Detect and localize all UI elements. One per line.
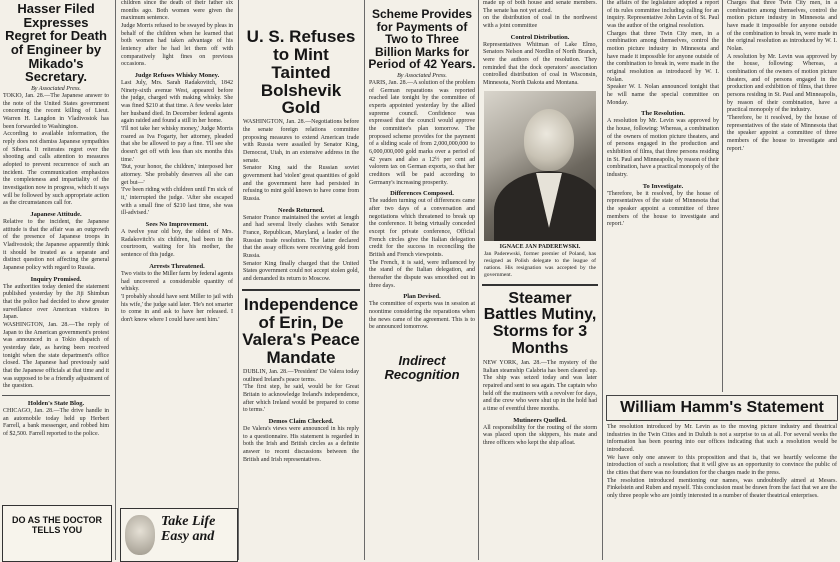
hamm-sub1: Judge Refuses Whisky Money. — [134, 72, 220, 80]
byline-germany: By Associated Press. — [397, 72, 447, 79]
ad-take-life-easy — [120, 508, 238, 562]
legislature-p3: Speaker W. I. Nolan announced tonight that he will name the special committee on Monday. — [607, 84, 719, 106]
hamm-p1: children since the death of their father six months ago. Both women were given the maximum sentence. — [121, 0, 233, 22]
headline-bolshevik: U. S. Refuses to Mint Tainted Bolshevik Gold — [246, 27, 356, 118]
column-rule — [115, 0, 116, 560]
devalera-sub1: Demos Claim Checked. — [268, 418, 334, 426]
steamer-p3: All responsibility for the routing of the storm was placed upon the skippers, his mate and three officers who kept the ship afloat. — [483, 424, 597, 446]
paderewski-capbody: Jan Paderewski, former premier of Poland, has resigned as Polish delegate to the league of nations. His resignation was accepted by the government. — [484, 250, 596, 278]
devalera-p1: DUBLIN, Jan. 28.—'President' De Valera today outlined Ireland's peace terms. — [243, 369, 359, 383]
headline-germany: Scheme Provides for Payments of Two to Three Billion Marks for Period of 42 Years. — [368, 7, 476, 72]
headline-hamm-statement: William Hamm's Statement — [606, 395, 838, 421]
japan-p4: The authorities today denied the statement published yesterday by the Jiji Shimbun that the police had decided to show greater surveillance over American visitors in Japan. — [3, 283, 109, 321]
legislature-p4-cont: A resolution by Mr. Levin was approved by the house, following: Whereas, a combination of the owners of motion picture theaters, and of persons engaged in the production and exhibition of films, that three persons residing in St. Paul and Minneapolis, by reason of their combination, have a practical monopoly of the industry. — [727, 53, 837, 114]
photo-head — [524, 109, 574, 171]
hamm-p3: Last July, Mrs. Sarah Radakovitch, 1842 Ninety-sixth avenue West, appeared before the judge, charged with making whisky. She was fined $210 at that time. A few weeks later her husband died. In December federal agents again raided and found a still in her home. — [121, 80, 233, 125]
headline-devalera: Independence of Erin, De Valera's Peace Mandate — [242, 294, 360, 368]
bolshevik-p3: Senator France maintained the soviet at length and had several lively clashes with Senator France, Republican, Maryland, a leader of the Russian trade resolution. The latter declared that the assay offices were receiving gold from Russia. — [243, 214, 359, 259]
hamm-p8: Two visits to the Miller farm by federal agents had uncovered a considerable quantity of whisky. — [121, 270, 233, 293]
paderewski-sub1: Control Distribution. — [510, 33, 570, 41]
steamer-sub2: Mutineers Quelled. — [513, 416, 567, 424]
hamm-p9: 'I probably should have sent Miller to jail with his wife,' the judge said later. 'He's not smarter to come in and ask to have her released. I don't know where I could have sent him.' — [121, 293, 233, 323]
hamm-sub3: Arrests Threatened. — [149, 262, 205, 270]
legislature-p1: the affairs of the legislature adopted a report of its rules committee including calling for an inquiry. Representative John Levin of St. Paul was the author of the original resolution. — [607, 0, 719, 30]
ad-take-life-text: Take Life Easy and — [161, 514, 216, 544]
ad-illustration — [125, 515, 155, 555]
paderewski-p1: Representatives Whitman of Lake Elmo, Senators Nelson and Nordlin of North Branch, were the authors of the resolution. They reminded that the dock operators' association controlled distribution of coal in Wisconsin, Minnesota, North Dakota and Montana. — [483, 41, 597, 87]
column-rule — [478, 0, 479, 560]
hamm-statement-box — [604, 392, 840, 560]
headline-indirect: Indirect Recognition — [384, 353, 460, 382]
legislature-p4: A resolution by Mr. Levin was approved by the house, following: Whereas, a combination of the owners of motion picture theaters, and of persons engaged in the production and exhibition of films, that three persons residing in St. Paul and Minneapolis, by reason of their combination, have a practical monopoly of the industry. — [607, 118, 719, 179]
legislature-p5-cont: 'Therefore, be it resolved, by the house of representatives of the state of Minnesota that the speaker appoint a committee of three members of the house to investigate and report.' — [727, 115, 837, 152]
bolshevik-sub1: Needs Returned. — [277, 206, 325, 214]
divider — [242, 289, 360, 291]
devalera-p2: 'The first step, he said, would be for Great Britain to acknowledge Ireland's independence, after which Ireland would be prepared to come to terms.' — [243, 384, 359, 414]
ad-doctor — [2, 505, 112, 562]
germany-p1: PARIS, Jan. 28.—A solution of the problem of German reparations was reported reached late tonight by the committee of experts appointed yesterday by the allied supreme council. Confidence was expressed that the council would approve the committee's plan tomorrow. The proposed scheme provides for the payment of a sliding scale of from 2,000,000,000 to 6,000,000,000 gold marks over a period of 42 years and also a 12½ per cent ad valorem tax on German exports, so that her creditors will be paid according to Germany's increasing prosperity. — [369, 79, 475, 186]
legislature-p5: 'Therefore, be it resolved, by the house of representatives of the state of Minnesota that the speaker appoint a committee of three members of the house to investigate and report.' — [607, 190, 719, 228]
japan-p3: Relative to the incident, the Japanese attitude is that the affair was an outgrowth of the presence of Japanese troops in Vladivostok; the Japanese apparently think it should be treated as a separate and distinct question not affecting the general Japanese policy with regard to Russia. — [3, 218, 109, 271]
column-rule — [364, 0, 365, 560]
germany-sub1: Differences Composed. — [390, 190, 454, 198]
steamer-p2: NEW YORK, Jan. 28.—The mystery of the Italian steamship Calabria has been cleared up. The ship was seized today and was later repaired and sent to sea again. The captain who held off the mutineers with a revolver for days, and the crew who were shut up in the hold had a time of eventful three months. — [483, 359, 597, 412]
japan-sub3: Holden's State Blog. — [27, 400, 85, 408]
column-japan-note — [0, 0, 112, 560]
germany-p2: The sudden turning out of differences came after two days of a conversation and negotiations which threatened to break up the conference. It being virtually conceded except for private conference, Official French circles give the Italian delegation credit for the success in reconciling the British and French viewpoints. — [369, 198, 475, 259]
bolshevik-p2: Senator King said the Russian soviet government had 'stolen' great quantities of gold and the government here had persisted in refusing to mint gold known to have come from Russia. — [243, 165, 359, 202]
headline-steamer: Steamer Battles Mutiny, Storms for 3 Months — [483, 289, 597, 358]
byline-japan: By Associated Press. — [31, 85, 81, 92]
hamm-p6: 'I've been riding with children until I'm sick of it,' interrupted the judge. 'After she escaped with a small fine of $210 last time, she was ill-advised.' — [121, 187, 233, 217]
bolshevik-p4: Senator King finally charged that the United States government could not accept stolen gold, and demanded its return to Moscow. — [243, 260, 359, 282]
japan-p1: TOKIO, Jan. 28.—The Japanese answer to the note of the United States government concerning the recent killing of Lieut. Warren H. Langdon in Vladivostok has been forwarded to Washington. — [3, 92, 109, 130]
japan-sub2: Inquiry Promised. — [30, 275, 82, 283]
column-paderewski — [480, 0, 600, 560]
hamm-p7: A twelve year old boy, the oldest of Mrs. Radakovitch's six children, had been in the courtroom, waiting for his mother, the sentence of this judge. — [121, 229, 233, 259]
bolshevik-p1: WASHINGTON, Jan. 28.—Negotiations before the senate foreign relations committee proposing measures to extend American trade with Russia were assailed by Senator King, Democrat, Utah, in an extensive address in the senate. — [243, 119, 359, 164]
legislature-sub1: The Resolution. — [641, 110, 685, 118]
williamhamm-p3: The resolution introduced mentioning our names, was undoubtedly aimed at Messrs. Finkelstein and Ruben and myself. This conclusion must be drawn from the fact that we are the only three people who are jointly interested in a number of theater theatrical enterprises. — [607, 477, 837, 500]
devalera-p3: De Valera's views were announced in his reply to a questionnaire. His statement is regarded in both the Irish and British circles as a definite answer to recent discussions between the British and Irish representatives. — [243, 426, 359, 463]
japan-sub1: Japanese Attitude. — [30, 210, 82, 218]
column-rule — [238, 0, 239, 560]
hamm-sub2: Sees No Improvement. — [145, 221, 209, 229]
germany-p3: The French, it is said, were influenced by the stand of the Italian delegation, and thereafter the dispute was smoothed out in three days. — [369, 259, 475, 289]
divider — [2, 395, 110, 396]
hamm-p4: 'I'll not take her whisky money,' Judge Morris roared as Iva Fogarty, her attorney, pleaded that she be allowed to pay a fine. 'I'll see she doesn't get off with less than six months this time.' — [121, 126, 233, 163]
column-rule — [602, 0, 603, 560]
column-judge — [118, 0, 236, 560]
japan-p5: WASHINGTON, Jan. 28.—The reply of Japan to the American government's protest was announced in a Tokio dispatch of yesterday date, as having been received tonight when the state department's office closed. The Japanese had previously said that the Japanese officials at that time and it was supposed to be a friendly adjustment of the question. — [3, 321, 109, 390]
paderewski-intro2: on the distribution of coal in the northwest with a joint committee — [483, 15, 597, 30]
williamhamm-p2: We have only one answer to this proposition and that is, that we heartily welcome the introduction of such a resolution; that it will give us an opportunity to convince the public of the cities that there was no foundation for the charges made in the press. — [607, 454, 837, 477]
hamm-p5: 'But, your honor, the children,' interposed her attorney. 'She probably deserves all she can get but—' — [121, 164, 233, 186]
headline-japan: Hasser Filed Expresses Regret for Death of Engineer by Mikado's Secretary. — [5, 1, 107, 85]
germany-p4: The committee of experts was in session at noontime considering the reparations when the news came of the agreement. This is to be announced tomorrow. — [369, 301, 475, 331]
legislature-sub2: To Investigate. — [642, 182, 684, 190]
ad-doctor-text: DO AS THE DOCTOR TELLS YOU — [11, 515, 102, 535]
column-bolshevik — [240, 0, 362, 560]
japan-p2: According to available information, the reply does not dismiss Japanese sympathies of Siberia. It reiterates regret over the shooting and calls attention to measures adopted to prevent recurrence of such an incident. The communication emphasizes the completeness and impartiality of the investigation now in progress, which it says will be followed by such appropriate action as the circumstances call for. — [3, 131, 109, 207]
column-germany — [366, 0, 478, 560]
legislature-p2: Charges that three Twin City men, in a combination among themselves, control the motion picture industry in Minnesota and have made it impossible for anyone outside of the combination to break in, were made in the original resolution as introduced by W. I. Nolan. — [607, 30, 719, 83]
paderewski-photo — [484, 91, 596, 241]
japan-p6: CHICAGO, Jan. 28.—The drive handle in an automobile today held up Herbert Farrell, a bank messenger, and robbed him of $2,500. Farrell reported to the police. — [3, 408, 109, 438]
germany-sub2: Plan Devised. — [403, 293, 441, 301]
hamm-p2: Judge Morris refused to be swayed by pleas in behalf of the children when he learned that both women had taken advantage of his leniency after he had let them off with comparatively light fines on previous occasions. — [121, 23, 233, 68]
legislature-p2-cont: Charges that three Twin City men, in a combination among themselves, control the motion picture industry in Minnesota and have made it impossible for anyone outside of the combination to break in, were made in the original resolution as introduced by W. I. Nolan. — [727, 0, 837, 53]
divider — [482, 284, 598, 286]
paderewski-intro1: made up of both house and senate members. The senate has not yet acted. — [483, 0, 597, 14]
williamhamm-p1: The resolution introduced by Mr. Levin as to the moving picture industry and theatrical industries in the Twin Cities and in Duluth is not a surprise to us at all. For several weeks the information has been pouring into our offices indicating that such a resolution would be introduced. — [607, 424, 837, 454]
paderewski-caption: IGNACE JAN PADEREWSKI. — [499, 243, 581, 250]
